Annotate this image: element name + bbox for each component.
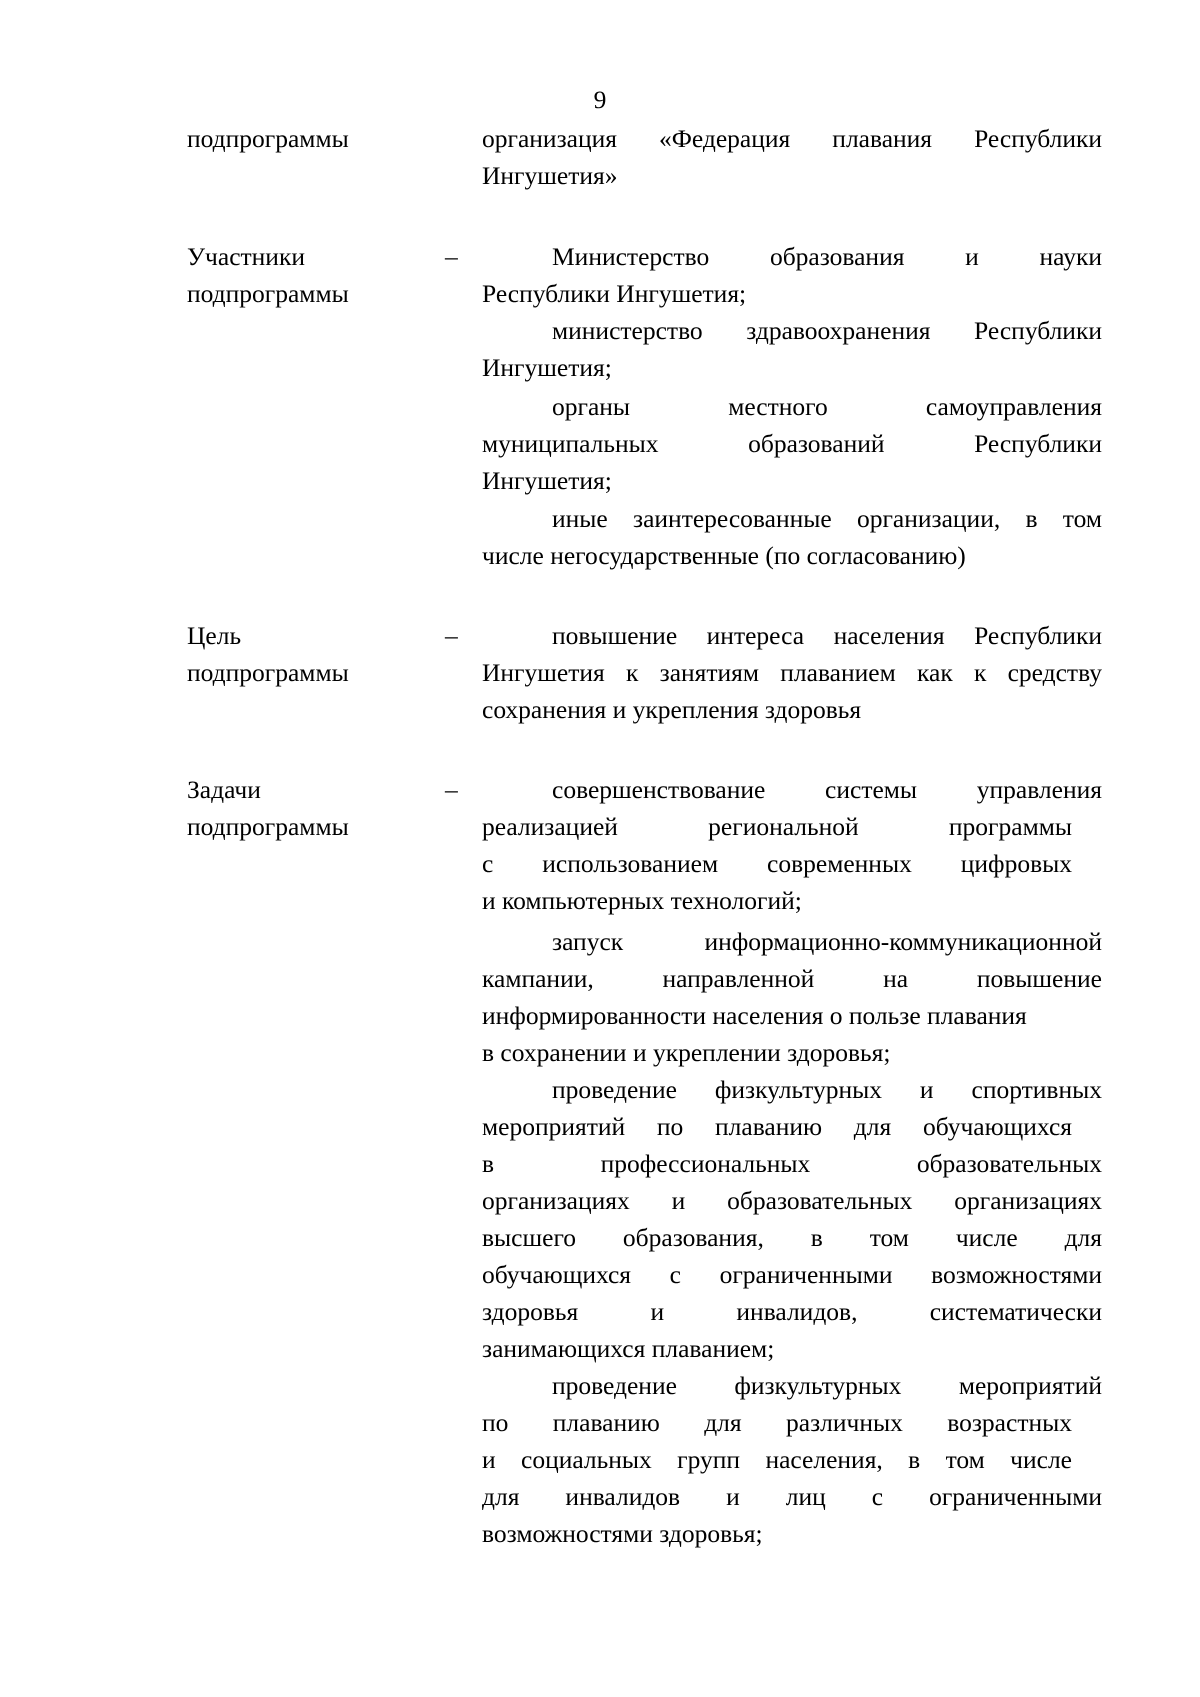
row-text-line: возможностями здоровья; — [482, 1519, 763, 1548]
row-text-line: Республики Ингушетия; — [482, 279, 747, 308]
row-text-line: для инвалидов и лиц с ограниченными — [482, 1482, 1102, 1511]
row-dash: – — [445, 621, 458, 650]
row-text-line: Ингушетия» — [482, 161, 618, 190]
row-text-line: по плаванию для различных возрастных — [482, 1408, 1072, 1437]
row-text-line: проведение физкультурных и спортивных — [552, 1075, 1102, 1104]
row-text-line: муниципальных образований Республики — [482, 429, 1102, 458]
row-label: подпрограммы — [187, 658, 349, 687]
row-label: Участники — [187, 242, 305, 271]
row-text-line: Министерство образования и науки — [552, 242, 1102, 271]
row-text-line: органы местного самоуправления — [552, 392, 1102, 421]
row-text-line: министерство здравоохранения Республики — [552, 316, 1102, 345]
row-text-line: информированности населения о пользе плавания — [482, 1001, 1027, 1030]
row-text-line: иные заинтересованные организации, в том — [552, 504, 1102, 533]
row-text-line: здоровья и инвалидов, систематически — [482, 1297, 1102, 1326]
row-text-line: Ингушетия к занятиям плаванием как к средству — [482, 658, 1102, 687]
row-text-line: занимающихся плаванием; — [482, 1334, 775, 1363]
row-dash: – — [445, 242, 458, 271]
row-label: подпрограммы — [187, 124, 349, 153]
row-text-line: организациях и образовательных организациях — [482, 1186, 1102, 1215]
row-text-line: Ингушетия; — [482, 466, 612, 495]
row-text-line: в сохранении и укреплении здоровья; — [482, 1038, 891, 1067]
row-text-line: проведение физкультурных мероприятий — [552, 1371, 1102, 1400]
row-text-line: запуск информационно-коммуникационной — [552, 927, 1102, 956]
row-label: подпрограммы — [187, 279, 349, 308]
row-label: Цель — [187, 621, 242, 650]
row-text-line: мероприятий по плаванию для обучающихся — [482, 1112, 1072, 1141]
row-text-line: и социальных групп населения, в том числе — [482, 1445, 1072, 1474]
row-text-line: сохранения и укрепления здоровья — [482, 695, 862, 724]
row-text-line: с использованием современных цифровых — [482, 849, 1072, 878]
row-text-line: повышение интереса населения Республики — [552, 621, 1102, 650]
row-text-line: высшего образования, в том числе для — [482, 1223, 1102, 1252]
row-label: Задачи — [187, 775, 261, 804]
page-number: 9 — [593, 85, 607, 114]
row-text-line: и компьютерных технологий; — [482, 886, 802, 915]
row-text-line: организация «Федерация плавания Республики — [482, 124, 1102, 153]
row-text-line: числе негосударственные (по согласованию) — [482, 541, 966, 570]
row-text-line: реализацией региональной программы — [482, 812, 1072, 841]
row-text-line: Ингушетия; — [482, 353, 612, 382]
row-label: подпрограммы — [187, 812, 349, 841]
row-text-line: кампании, направленной на повышение — [482, 964, 1102, 993]
row-text-line: в профессиональных образовательных — [482, 1149, 1102, 1178]
row-text-line: совершенствование системы управления — [552, 775, 1102, 804]
row-text-line: обучающихся с ограниченными возможностями — [482, 1260, 1102, 1289]
row-dash: – — [445, 775, 458, 804]
